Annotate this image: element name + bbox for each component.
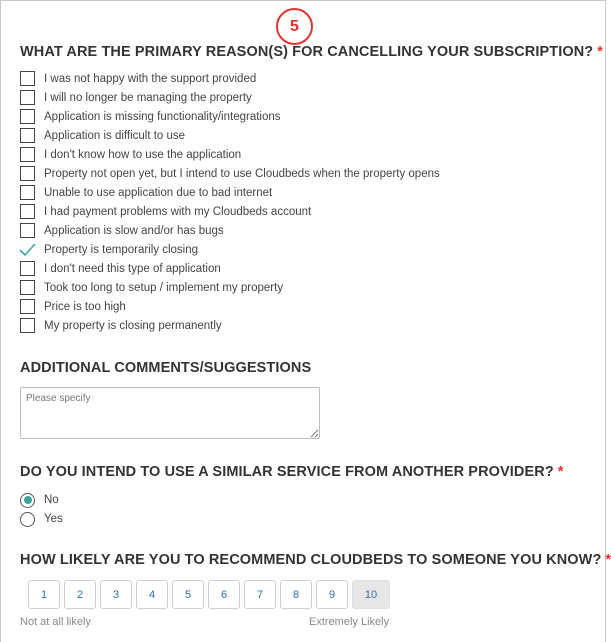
radio-yes[interactable] bbox=[20, 512, 35, 527]
cancel-reasons-title-text: WHAT ARE THE PRIMARY REASON(S) FOR CANCELLING YOUR SUBSCRIPTION? bbox=[20, 44, 594, 60]
reason-checkbox[interactable] bbox=[20, 185, 35, 200]
reason-checkbox[interactable] bbox=[20, 299, 35, 314]
reason-checkbox[interactable] bbox=[20, 71, 35, 86]
reason-label: Property is temporarily closing bbox=[44, 243, 199, 256]
reason-label: Application is difficult to use bbox=[44, 129, 186, 142]
reason-option[interactable] bbox=[20, 240, 580, 259]
recommend-title bbox=[20, 552, 611, 568]
scale-button-1[interactable]: 1 bbox=[28, 580, 60, 609]
step-number-badge bbox=[276, 8, 313, 45]
cancel-reasons-list bbox=[20, 69, 580, 335]
reason-label: Price is too high bbox=[44, 300, 126, 313]
scale-button-4[interactable]: 4 bbox=[136, 580, 168, 609]
reason-checkbox[interactable] bbox=[20, 166, 35, 181]
reason-option[interactable] bbox=[20, 164, 580, 183]
comments-textarea[interactable] bbox=[20, 387, 320, 439]
reason-option[interactable] bbox=[20, 88, 580, 107]
reason-label: I was not happy with the support provided bbox=[44, 72, 257, 85]
reason-checkbox[interactable] bbox=[20, 128, 35, 143]
recommend-title-text: HOW LIKELY ARE YOU TO RECOMMEND CLOUDBEDS TO SOMEONE YOU KNOW? bbox=[20, 552, 602, 568]
reason-option[interactable] bbox=[20, 221, 580, 240]
similar-service-title bbox=[20, 464, 564, 480]
reason-label: Property not open yet, but I intend to use Cloudbeds when the property opens bbox=[44, 167, 440, 180]
reason-label: I don't need this type of application bbox=[44, 262, 221, 275]
reason-checkbox[interactable] bbox=[20, 280, 35, 295]
reason-label: Unable to use application due to bad internet bbox=[44, 186, 273, 199]
cancel-reasons-title bbox=[20, 44, 603, 60]
scale-button-5[interactable]: 5 bbox=[172, 580, 204, 609]
radio-no[interactable] bbox=[20, 493, 35, 508]
reason-option[interactable] bbox=[20, 202, 580, 221]
reason-checkbox[interactable] bbox=[20, 109, 35, 124]
comments-title bbox=[20, 360, 311, 376]
radio-label-yes: Yes bbox=[44, 513, 63, 525]
scale-high-label: Extremely Likely bbox=[309, 616, 390, 628]
required-asterisk: * bbox=[605, 552, 611, 568]
step-number: 5 bbox=[290, 17, 299, 35]
scale-button-6[interactable]: 6 bbox=[208, 580, 240, 609]
similar-service-title-text: DO YOU INTEND TO USE A SIMILAR SERVICE FROM ANOTHER PROVIDER? bbox=[20, 464, 554, 480]
resize-grip-icon[interactable] bbox=[310, 429, 319, 438]
recommend-scale bbox=[28, 580, 394, 609]
comments-title-text: ADDITIONAL COMMENTS/SUGGESTIONS bbox=[20, 360, 312, 376]
reason-option[interactable] bbox=[20, 69, 580, 88]
radio-label-no: No bbox=[44, 494, 59, 506]
reason-label: I don't know how to use the application bbox=[44, 148, 242, 161]
radio-option-yes[interactable] bbox=[20, 510, 63, 528]
required-asterisk: * bbox=[557, 464, 564, 480]
scale-button-7[interactable]: 7 bbox=[244, 580, 276, 609]
reason-option[interactable] bbox=[20, 259, 580, 278]
reason-option[interactable] bbox=[20, 126, 580, 145]
reason-checkbox[interactable] bbox=[20, 223, 35, 238]
reason-label: I had payment problems with my Cloudbeds account bbox=[44, 205, 312, 218]
reason-option[interactable] bbox=[20, 183, 580, 202]
radio-selected-dot bbox=[24, 496, 32, 504]
reason-checkbox[interactable] bbox=[20, 318, 35, 333]
reason-option[interactable] bbox=[20, 316, 580, 335]
reason-label: Application is missing functionality/integrations bbox=[44, 110, 281, 123]
reason-option[interactable] bbox=[20, 107, 580, 126]
scale-low-label: Not at all likely bbox=[20, 616, 91, 628]
reason-checkbox[interactable] bbox=[20, 90, 35, 105]
radio-option-no[interactable] bbox=[20, 491, 59, 509]
scale-button-2[interactable]: 2 bbox=[64, 580, 96, 609]
scale-button-8[interactable]: 8 bbox=[280, 580, 312, 609]
scale-button-10[interactable]: 10 bbox=[352, 580, 390, 609]
reason-label: My property is closing permanently bbox=[44, 319, 222, 332]
reason-checkbox[interactable] bbox=[20, 242, 35, 257]
reason-option[interactable] bbox=[20, 145, 580, 164]
required-asterisk: * bbox=[597, 44, 604, 60]
reason-option[interactable] bbox=[20, 278, 580, 297]
reason-label: I will no longer be managing the property bbox=[44, 91, 252, 104]
reason-label: Took too long to setup / implement my property bbox=[44, 281, 284, 294]
reason-checkbox[interactable] bbox=[20, 261, 35, 276]
reason-option[interactable] bbox=[20, 297, 580, 316]
scale-button-3[interactable]: 3 bbox=[100, 580, 132, 609]
scale-button-9[interactable]: 9 bbox=[316, 580, 348, 609]
reason-label: Application is slow and/or has bugs bbox=[44, 224, 224, 237]
reason-checkbox[interactable] bbox=[20, 147, 35, 162]
reason-checkbox[interactable] bbox=[20, 204, 35, 219]
checkmark-icon bbox=[19, 243, 36, 257]
